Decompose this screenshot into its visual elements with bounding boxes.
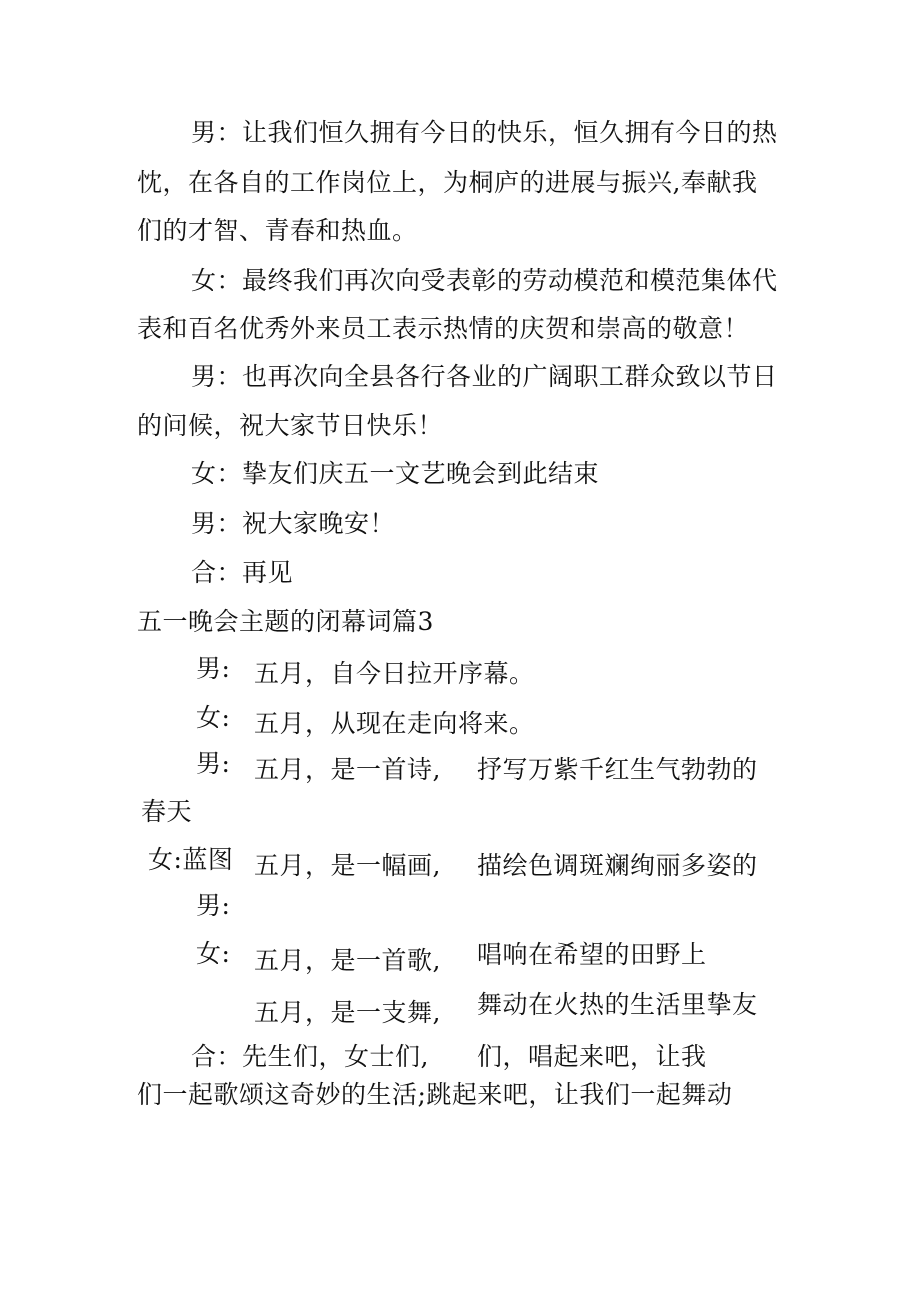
s4-speaker: 女:蓝图 bbox=[148, 845, 234, 874]
p4-line: 女：挚友们庆五一文艺晚会到此结束 bbox=[191, 459, 600, 488]
p5-line: 男：祝大家晚安！ bbox=[191, 509, 396, 538]
p3-line1: 男：也再次向全县各行各业的广阔职工群众致以节日 bbox=[191, 362, 778, 391]
s8-speaker: 合：先生们，女士们, bbox=[191, 1042, 429, 1071]
s3-col1: 五月，是一首诗, bbox=[254, 755, 441, 784]
s4-col2: 描绘色调斑斓绚丽多姿的 bbox=[477, 851, 758, 880]
p3-line2: 的问候，祝大家节日快乐！ bbox=[137, 411, 444, 440]
p1-line2: 忱，在各自的工作岗位上，为桐庐的进展与振兴,奉献我 bbox=[137, 168, 758, 197]
s4-col1: 五月，是一幅画, bbox=[254, 851, 441, 880]
s5-speaker: 男: bbox=[196, 891, 231, 920]
s2-speaker: 女: bbox=[196, 703, 231, 732]
s8-col2: 们，唱起来吧，让我 bbox=[477, 1042, 707, 1071]
s3-col2: 抒写万紫千红生气勃勃的 bbox=[477, 755, 758, 784]
s7-col2: 舞动在火热的生活里挚友 bbox=[477, 990, 758, 1019]
p2-line2: 表和百名优秀外来员工表示热情的庆贺和崇高的敬意！ bbox=[137, 314, 750, 343]
s3-speaker: 男: bbox=[196, 749, 231, 778]
s8-wrap: 们一起歌颂这奇妙的生活;跳起来吧，让我们一起舞动 bbox=[137, 1080, 733, 1109]
s6-speaker: 女: bbox=[196, 939, 231, 968]
section-heading: 五一晚会主题的闭幕词篇3 bbox=[137, 607, 434, 636]
p6-line: 合：再见 bbox=[191, 558, 294, 587]
p1-line3: 们的才智、青春和热血。 bbox=[137, 216, 418, 245]
s6-col1: 五月，是一首歌, bbox=[254, 946, 441, 975]
s6-col2: 唱响在希望的田野上 bbox=[477, 940, 707, 969]
p2-line1: 女：最终我们再次向受表彰的劳动模范和模范集体代 bbox=[191, 266, 778, 295]
p1-line1: 男：让我们恒久拥有今日的快乐，恒久拥有今日的热 bbox=[191, 118, 778, 147]
s1-text: 五月，自今日拉开序幕。 bbox=[254, 659, 535, 688]
s1-speaker: 男: bbox=[196, 654, 231, 683]
s7-col1: 五月，是一支舞, bbox=[254, 998, 441, 1027]
s2-text: 五月，从现在走向将来。 bbox=[254, 709, 535, 738]
s3-wrap: 春天 bbox=[141, 797, 193, 826]
